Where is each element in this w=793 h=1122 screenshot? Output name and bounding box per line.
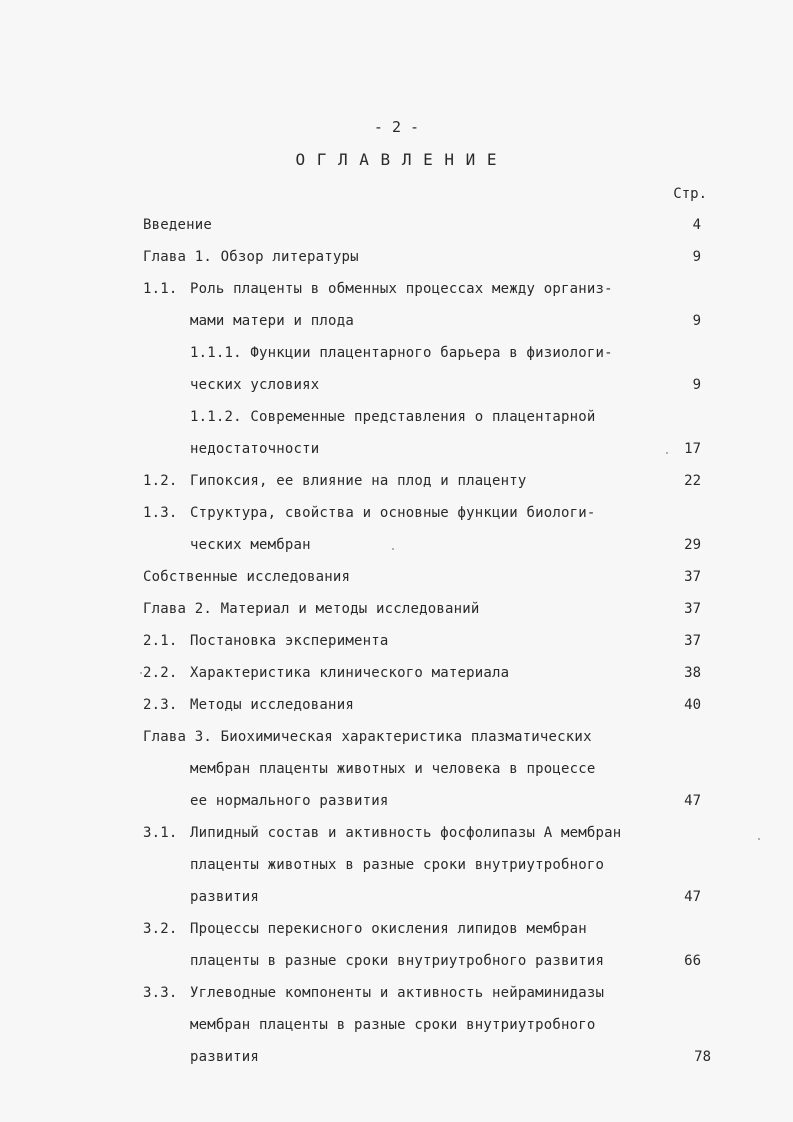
toc-entry-text: развития bbox=[190, 1049, 260, 1065]
toc-entry-text: Структура, свойства и основные функции биологи- bbox=[190, 505, 596, 521]
toc-entry-text: ческих мембран bbox=[190, 537, 311, 553]
toc-entry-page: 47 bbox=[684, 889, 701, 905]
toc-entry-page: 37 bbox=[684, 601, 701, 617]
toc-entry-number: 3.3. bbox=[143, 985, 178, 1001]
scan-speck bbox=[392, 548, 394, 550]
toc-entry-text: Собственные исследования bbox=[143, 569, 351, 585]
toc-entry-page: 37 bbox=[684, 569, 701, 585]
toc-entry-page: 22 bbox=[684, 473, 701, 489]
toc-entry-number: 2.1. bbox=[143, 633, 178, 649]
toc-entry-text: Гипоксия, ее влияние на плод и плаценту bbox=[190, 473, 527, 489]
toc-entry-text: Глава 3. Биохимическая характеристика плазматических bbox=[143, 729, 592, 745]
toc-entry-number: 3.1. bbox=[143, 825, 178, 841]
toc-entry-text: ее нормального развития bbox=[190, 793, 389, 809]
toc-entry-text: Постановка эксперимента bbox=[190, 633, 389, 649]
toc-entry-number: 1.1. bbox=[143, 281, 178, 297]
toc-entry-text: мами матери и плода bbox=[190, 313, 354, 329]
toc-entry-number: 2.2. bbox=[143, 665, 178, 681]
toc-entry-text: ческих условиях bbox=[190, 377, 320, 393]
toc-entry-number: 1.2. bbox=[143, 473, 178, 489]
toc-entry-text: плаценты в разные сроки внутриутробного развития bbox=[190, 953, 605, 969]
toc-entry-page: 66 bbox=[684, 953, 701, 969]
toc-entry-text: плаценты животных в разные сроки внутриутробного bbox=[190, 857, 605, 873]
toc-entry-text: 1.1.2. Современные представления о плацентарной bbox=[190, 409, 596, 425]
toc-entry-text: Роль плаценты в обменных процессах между организ- bbox=[190, 281, 613, 297]
toc-entry-page: 38 bbox=[684, 665, 701, 681]
toc-entry-text: мембран плаценты животных и человека в процессе bbox=[190, 761, 596, 777]
toc-entry-text: недостаточности bbox=[190, 441, 320, 457]
page-column-label: Стр. bbox=[673, 186, 707, 202]
toc-entry-text: Процессы перекисного окисления липидов мембран bbox=[190, 921, 587, 937]
toc-entry-text: Характеристика клинического материала bbox=[190, 665, 510, 681]
toc-entry-page: 29 bbox=[684, 537, 701, 553]
toc-entry-text: Глава 2. Материал и методы исследований bbox=[143, 601, 480, 617]
toc-entry-text: Введение bbox=[143, 217, 213, 233]
toc-entry-page: 40 bbox=[684, 697, 701, 713]
scan-speck bbox=[140, 672, 142, 674]
toc-entry-page: 47 bbox=[684, 793, 701, 809]
toc-entry-text: Липидный состав и активность фосфолипазы А мембран bbox=[190, 825, 622, 841]
toc-entry-page: 9 bbox=[692, 249, 701, 265]
toc-entry-text: 1.1.1. Функции плацентарного барьера в физиологи- bbox=[190, 345, 613, 361]
toc-entry-page: 4 bbox=[692, 217, 701, 233]
toc-entry-page: 17 bbox=[684, 441, 701, 457]
toc-heading: О Г Л А В Л Е Н И Е bbox=[295, 150, 498, 169]
toc-entry-number: 3.2. bbox=[143, 921, 178, 937]
toc-entry-text: развития bbox=[190, 889, 260, 905]
toc-entry-text: Углеводные компоненты и активность нейраминидазы bbox=[190, 985, 605, 1001]
toc-entry-text: Глава 1. Обзор литературы bbox=[143, 249, 359, 265]
toc-entry-text: Методы исследования bbox=[190, 697, 354, 713]
toc-entry-page: 9 bbox=[692, 313, 701, 329]
toc-entry-page: 78 bbox=[694, 1049, 711, 1065]
toc-entry-number: 2.3. bbox=[143, 697, 178, 713]
toc-entry-text: мембран плаценты в разные сроки внутриутробного bbox=[190, 1017, 596, 1033]
toc-entry-page: 37 bbox=[684, 633, 701, 649]
scan-speck bbox=[666, 452, 668, 454]
page-number: - 2 - bbox=[373, 118, 420, 136]
toc-entry-number: 1.3. bbox=[143, 505, 178, 521]
scan-speck bbox=[758, 838, 760, 840]
toc-entry-page: 9 bbox=[692, 377, 701, 393]
